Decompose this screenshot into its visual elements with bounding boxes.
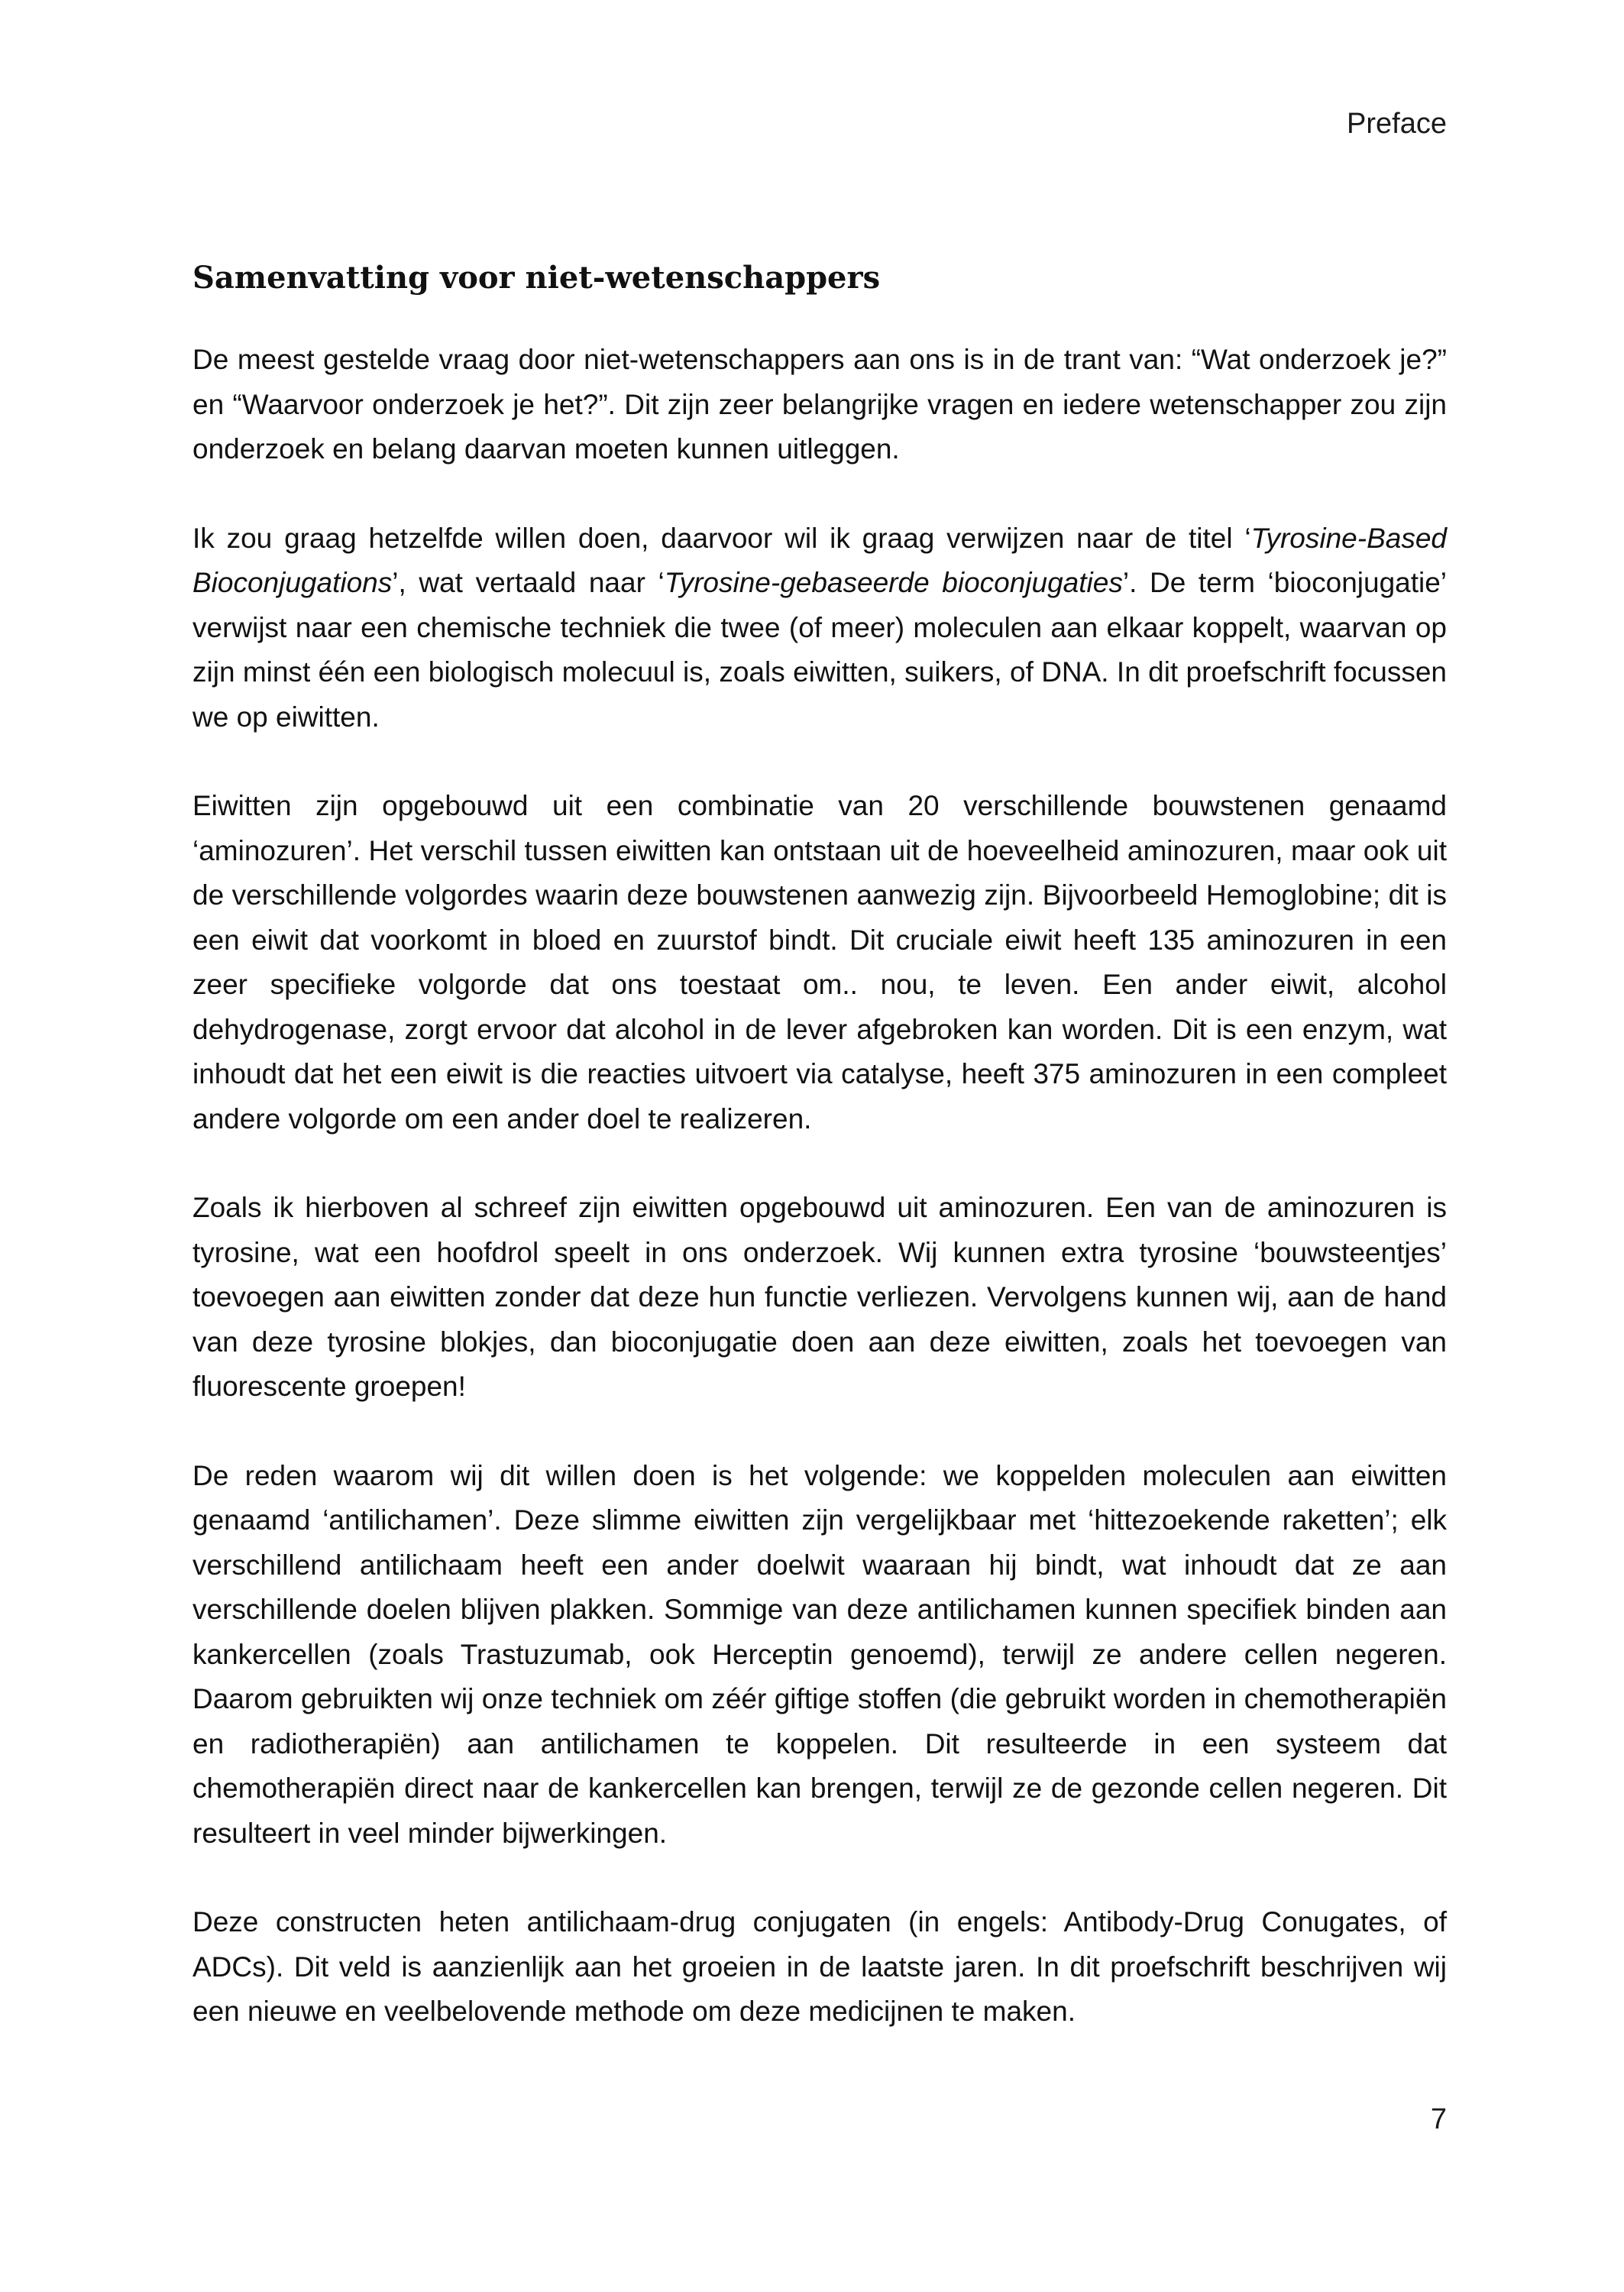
section-title: Samenvatting voor niet-wetenschappers	[192, 260, 881, 296]
paragraph-antibodies: De reden waarom wij dit willen doen is het volgende: we koppelden moleculen aan eiwitten genaamd ‘antilichamen’. Deze slimme eiwitten zijn vergelijkbaar met ‘hittezoekende raketten’; elk verschillend antilichaam heeft een ander doelwit waaraan hij bindt, wat inhoudt dat ze aan verschillende doelen blijven plakken. Sommige van deze antilichamen kunnen specifiek binden aan kankercellen (zoals Trastuzumab, ook Herceptin genoemd), terwijl ze andere cellen negeren. Daarom gebruikten wij onze techniek om zéér giftige stoffen (die gebruikt worden in chemotherapiën en radiotherapiën) aan antilichamen te koppelen. Dit resulteerde in een systeem dat chemotherapiën direct naar de kankercellen kan brengen, terwijl ze de gezonde cellen negeren. Dit resulteert in veel minder bijwerkingen.	[192, 1459, 1447, 1849]
paragraph-adcs: Deze constructen heten antilichaam-drug conjugaten (in engels: Antibody-Drug Conugates, of ADCs). Dit veld is aanzienlijk aan het groeien in de laatste jaren. In dit proefschrift beschrijven wij een nieuwe en veelbelovende methode om deze medicijnen te maken.	[192, 1906, 1447, 2027]
paragraph-tyrosine: Zoals ik hierboven al schreef zijn eiwitten opgebouwd uit aminozuren. Een van de aminozuren is tyrosine, wat een hoofdrol speelt in ons onderzoek. Wij kunnen extra tyrosine ‘bouwsteentjes’ toevoegen aan eiwitten zonder dat deze hun functie verliezen. Vervolgens kunnen wij, aan de hand van deze tyrosine blokjes, dan bioconjugatie doen aan deze eiwitten, zoals het toevoegen van fluorescente groepen!	[192, 1192, 1447, 1402]
paragraph-bioconjugation	[192, 516, 1447, 740]
page-number: 7	[1430, 2103, 1447, 2135]
paragraph-text: ’. De term ‘bioconjugatie’ verwijst naar een chemische techniek die twee (of meer) moleculen aan elkaar koppelt, waarvan op zijn minst één een biologisch molecuul is, zoals eiwitten, suikers, of DNA. In dit proefschrift focussen we op eiwitten.	[192, 567, 1448, 733]
paragraph-intro: De meest gestelde vraag door niet-wetenschappers aan ons is in de trant van: “Wat onderzoek je?” en “Waarvoor onderzoek je het?”. Dit zijn zeer belangrijke vragen en iedere wetenschapper zou zijn onderzoek en belang daarvan moeten kunnen uitleggen.	[192, 344, 1447, 465]
paragraph-proteins: Eiwitten zijn opgebouwd uit een combinatie van 20 verschillende bouwstenen genaamd ‘aminozuren’. Het verschil tussen eiwitten kan ontstaan uit de hoeveelheid aminozuren, maar ook uit de verschillende volgordes waarin deze bouwstenen aanwezig zijn. Bijvoorbeeld Hemoglobine; dit is een eiwit dat voorkomt in bloed en zuurstof bindt. Dit cruciale eiwit heeft 135 aminozuren in een zeer specifieke volgorde dat ons toestaat om.. nou, te leven. Een ander eiwit, alcohol dehydrogenase, zorgt ervoor dat alcohol in de lever afgebroken kan worden. Dit is een enzym, wat inhoudt dat het een eiwit is die reacties uitvoert via catalyse, heeft 375 aminozuren in een compleet andere volgorde om een ander doel te realizeren.	[192, 790, 1447, 1135]
page-content	[192, 257, 1447, 2079]
paragraph-text: Ik zou graag hetzelfde willen doen, daarvoor wil ik graag verwijzen naar de titel ‘	[192, 522, 1251, 554]
thesis-title-english: Tyrosine-Based Bioconjugations	[192, 522, 1447, 598]
thesis-title-dutch: Tyrosine-gebaseerde bioconjugaties	[664, 567, 1123, 598]
running-header: Preface	[1347, 108, 1447, 140]
paragraph-text: ’, wat vertaald naar ‘	[392, 567, 665, 598]
